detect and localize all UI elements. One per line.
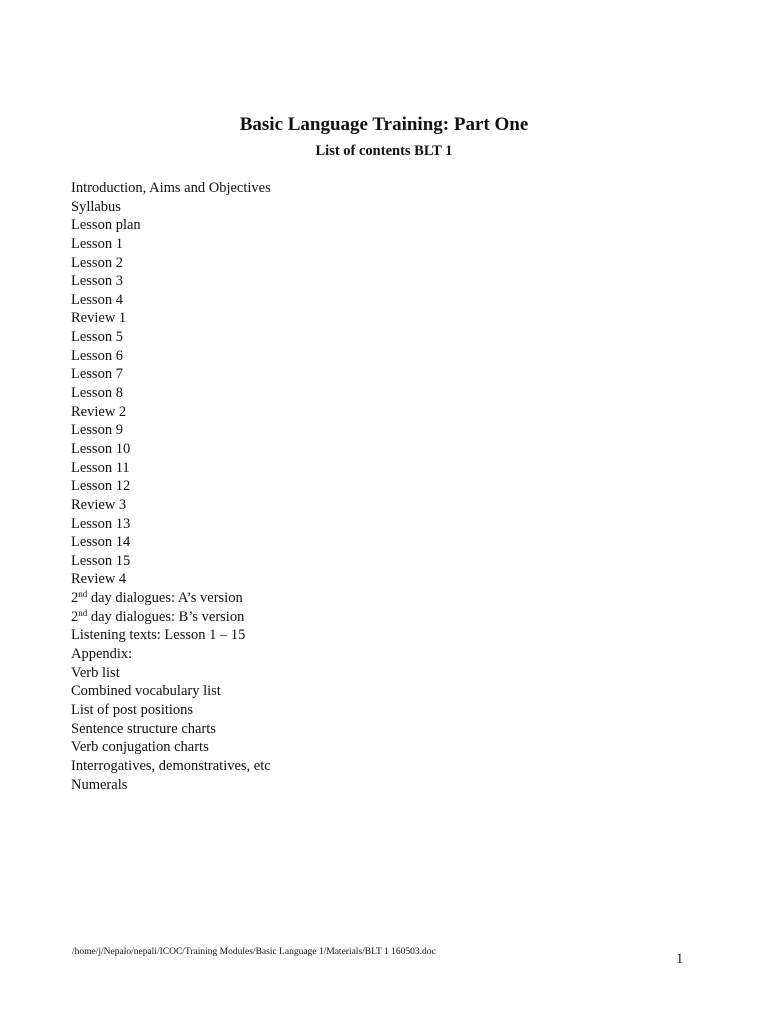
contents-item (71, 403, 271, 422)
contents-item-number: 2 (71, 590, 79, 607)
contents-item (71, 552, 271, 571)
contents-item (71, 757, 271, 776)
contents-item-label: Review 1 (71, 310, 127, 327)
contents-item-label: Lesson 4 (71, 291, 123, 308)
contents-item-label: Lesson 13 (71, 515, 131, 532)
contents-item-label: Lesson 9 (71, 422, 123, 439)
contents-item-label: Combined vocabulary list (71, 683, 221, 700)
contents-item-label: Review 2 (71, 403, 127, 420)
contents-item-number: 2 (71, 608, 79, 625)
contents-item-label: Verb list (71, 664, 120, 681)
contents-item (71, 626, 271, 645)
contents-item (71, 179, 271, 198)
contents-item-label: Interrogatives, demonstratives, etc (71, 757, 271, 774)
contents-item-label: Review 3 (71, 496, 127, 513)
contents-item-label: Lesson 3 (71, 273, 123, 290)
contents-item-label: Lesson 6 (71, 347, 123, 364)
contents-item (71, 198, 271, 217)
contents-item-label: Lesson 1 (71, 235, 123, 252)
contents-item-label: Appendix: (71, 646, 133, 663)
document-subtitle: List of contents BLT 1 (315, 143, 453, 159)
footer-file-path: /home/j/Nepalo/nepali/ICOC/Training Modules/Basic Language 1/Materials/BLT 1 160503.doc (72, 947, 436, 957)
contents-item-label: Lesson 15 (71, 552, 131, 569)
contents-item-label: Lesson plan (71, 217, 141, 234)
contents-item (71, 720, 271, 739)
document-title: Basic Language Training: Part One (239, 114, 529, 135)
contents-item (71, 682, 271, 701)
contents-item (71, 608, 271, 627)
contents-item-label: day dialogues: B’s version (87, 608, 245, 625)
contents-item-label: Lesson 7 (71, 366, 123, 383)
contents-item (71, 664, 271, 683)
contents-item (71, 570, 271, 589)
contents-item-label: Lesson 12 (71, 478, 131, 495)
contents-item (71, 328, 271, 347)
contents-item-label: List of post positions (71, 701, 194, 718)
contents-item-label: Introduction, Aims and Objectives (71, 180, 271, 196)
page-number: 1 (676, 951, 684, 967)
contents-item-label: Lesson 11 (71, 459, 130, 476)
ordinal-suffix: nd (78, 589, 88, 600)
contents-item (71, 701, 271, 720)
contents-item (71, 645, 271, 664)
contents-item (71, 738, 271, 757)
contents-item (71, 589, 271, 608)
contents-item (71, 384, 271, 403)
contents-item (71, 235, 271, 254)
contents-item-label: Numerals (71, 776, 128, 793)
ordinal-suffix: nd (78, 607, 88, 618)
contents-item (71, 515, 271, 534)
contents-item-label: Lesson 14 (71, 534, 131, 551)
contents-item-label: Lesson 2 (71, 254, 123, 271)
contents-item-label: Listening texts: Lesson 1 – 15 (71, 627, 246, 644)
contents-item-label: Sentence structure charts (71, 720, 216, 737)
contents-item (71, 291, 271, 310)
contents-item-label: day dialogues: A’s version (87, 590, 243, 607)
contents-item-label: Lesson 5 (71, 329, 123, 346)
contents-item (71, 421, 271, 440)
contents-item (71, 272, 271, 291)
contents-item (71, 309, 271, 328)
contents-item-label: Review 4 (71, 571, 127, 588)
contents-item (71, 365, 271, 384)
contents-item-label: Syllabus (71, 198, 121, 215)
contents-item (71, 216, 271, 235)
contents-item (71, 496, 271, 515)
contents-item-label: Verb conjugation charts (71, 739, 209, 756)
contents-item-label: Lesson 8 (71, 385, 123, 402)
contents-item (71, 776, 271, 795)
contents-list (71, 179, 271, 794)
contents-item (71, 477, 271, 496)
contents-item (71, 533, 271, 552)
contents-item (71, 459, 271, 478)
contents-item-label: Lesson 10 (71, 440, 131, 457)
contents-item (71, 440, 271, 459)
contents-item (71, 254, 271, 273)
contents-item (71, 347, 271, 366)
